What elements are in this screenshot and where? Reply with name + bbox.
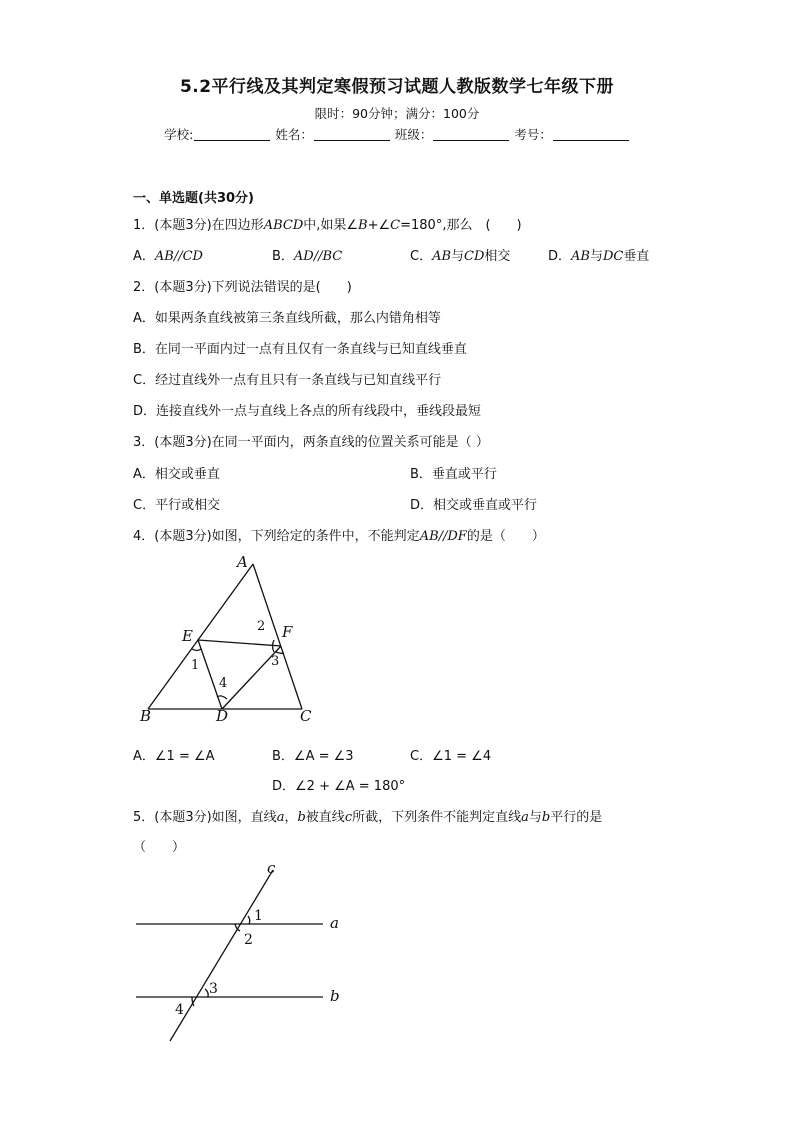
- q2-stem: 2．(本题3分)下列说法错误的是( ): [133, 280, 352, 295]
- q1-stem-text: +∠: [367, 218, 391, 233]
- line-b-label: b: [330, 987, 340, 1005]
- line-a-label: a: [330, 914, 339, 932]
- option-text: DC: [602, 249, 624, 264]
- q3-option-d[interactable]: D．相交或垂直或平行: [410, 498, 538, 513]
- option-letter: D．: [548, 249, 572, 264]
- segment-ef: [198, 640, 281, 646]
- option-text: AD//BC: [293, 249, 343, 264]
- class-blank[interactable]: [433, 127, 509, 141]
- option-text: 垂直: [623, 249, 650, 264]
- option-text: 相交: [484, 249, 511, 264]
- q1-angle-b: B: [358, 218, 368, 233]
- q5-var-a: a: [276, 810, 285, 825]
- page-title: 5.2平行线及其判定寒假预习试题人教版数学七年级下册: [179, 77, 615, 97]
- option-text: CD: [464, 249, 485, 264]
- class-label: 班级：: [394, 127, 433, 142]
- q3-stem: 3．(本题3分)在同一平面内，两条直线的位置关系可能是（ ）: [133, 435, 489, 450]
- q5-stem-text: 平行的是: [550, 810, 603, 825]
- q2-option-d[interactable]: D．连接直线外一点与直线上各点的所有线段中，垂线段最短: [133, 404, 482, 419]
- q3-option-a[interactable]: A．相交或垂直: [133, 467, 220, 482]
- point-c-label: C: [300, 707, 312, 725]
- segment-ed: [198, 640, 222, 709]
- q4-option-d[interactable]: D．∠2 + ∠A = 180°: [272, 779, 406, 794]
- q1-stem: [133, 214, 522, 233]
- exam-number-label: 考号：: [514, 127, 552, 142]
- q2-option-a[interactable]: A．如果两条直线被第三条直线所截，那么内错角相等: [133, 311, 441, 326]
- q1-option-d[interactable]: [548, 245, 649, 264]
- segment-ac: [253, 564, 302, 709]
- q3-option-c[interactable]: C．平行或相交: [133, 498, 221, 513]
- q5-stem-text: 5．(本题3分)如图，直线: [133, 810, 277, 825]
- q1-quad: ABCD: [263, 218, 304, 233]
- q5-answer-paren: （ ）: [133, 840, 186, 855]
- option-text: 与: [451, 249, 465, 264]
- angle-4-label: 4: [175, 1002, 184, 1018]
- segment-ab: [148, 564, 253, 709]
- q1-option-c[interactable]: [410, 245, 510, 264]
- q1-stem-text: =180°,那么 ( ): [400, 218, 522, 233]
- q5-stem-text: ，: [284, 810, 298, 825]
- option-letter: A．: [133, 249, 155, 264]
- q1-angle-c: C: [390, 218, 401, 233]
- option-text: AB//CD: [154, 249, 203, 264]
- time-score-info: 限时：90分钟；满分：100分: [314, 106, 480, 121]
- point-a-label: A: [237, 553, 248, 571]
- q1-stem-text: 中,如果∠: [303, 218, 359, 233]
- q1-option-a[interactable]: [133, 245, 203, 264]
- q2-option-b[interactable]: B．在同一平面内过一点有且仅有一条直线与已知直线垂直: [133, 342, 467, 357]
- q2-option-c[interactable]: C．经过直线外一点有且只有一条直线与已知直线平行: [133, 373, 442, 388]
- q5-stem-text: 所截，下列条件不能判定直线: [352, 810, 522, 825]
- q5-var-c: c: [344, 810, 353, 825]
- q5-var-b: b: [297, 810, 306, 825]
- angle-2-label: 2: [244, 932, 253, 948]
- section-title: 一、单选题(共30分): [133, 191, 254, 206]
- line-c-label: c: [267, 859, 276, 877]
- q4-stem-text: 的是（ ）: [466, 529, 545, 544]
- option-text: AB: [571, 249, 590, 264]
- q5-stem-text: 被直线: [305, 810, 345, 825]
- q5-var-a: a: [521, 810, 529, 825]
- point-e-label: E: [182, 627, 193, 645]
- point-b-label: B: [140, 707, 152, 725]
- angle-1-label: 1: [254, 908, 263, 924]
- name-blank[interactable]: [314, 127, 390, 141]
- option-letter: C．: [410, 249, 433, 264]
- school-label: 学校:: [164, 127, 194, 142]
- exam-number-blank[interactable]: [553, 127, 629, 141]
- q4-option-a[interactable]: A．∠1 = ∠A: [133, 749, 215, 764]
- q4-relation: AB//DF: [419, 529, 467, 544]
- q5-stem-text: 与: [528, 810, 542, 825]
- option-letter: B．: [272, 249, 294, 264]
- q5-parallel-lines-figure: [130, 858, 360, 1048]
- angle-2-label: 2: [257, 619, 266, 634]
- q4-option-c[interactable]: C．∠1 = ∠4: [410, 749, 492, 764]
- q3-option-b[interactable]: B．垂直或平行: [410, 467, 497, 482]
- angle-3-arc: [205, 989, 208, 997]
- angle-1-arc: [192, 649, 201, 651]
- school-blank[interactable]: [194, 127, 270, 141]
- option-text: AB: [432, 249, 452, 264]
- student-info-line: [0, 125, 794, 143]
- angle-1-arc: [248, 916, 250, 924]
- q4-stem: [133, 525, 545, 544]
- q5-stem: [133, 806, 602, 825]
- q4-stem-text: 4．(本题3分)如图，下列给定的条件中，不能判定: [133, 529, 420, 544]
- line-c: [170, 870, 273, 1041]
- point-f-label: F: [282, 623, 293, 641]
- angle-1-label: 1: [191, 658, 200, 673]
- angle-3-label: 3: [271, 654, 280, 669]
- q4-triangle-figure: [130, 548, 330, 728]
- name-label: 姓名：: [275, 127, 313, 142]
- q1-option-b[interactable]: [272, 245, 342, 264]
- q4-option-b[interactable]: B．∠A = ∠3: [272, 749, 354, 764]
- angle-4-label: 4: [219, 676, 228, 691]
- option-text: 与: [589, 249, 603, 264]
- q1-stem-text: 1．(本题3分)在四边形: [133, 218, 264, 233]
- point-d-label: D: [216, 707, 229, 725]
- q5-var-b: b: [541, 810, 551, 825]
- angle-3-label: 3: [209, 981, 218, 997]
